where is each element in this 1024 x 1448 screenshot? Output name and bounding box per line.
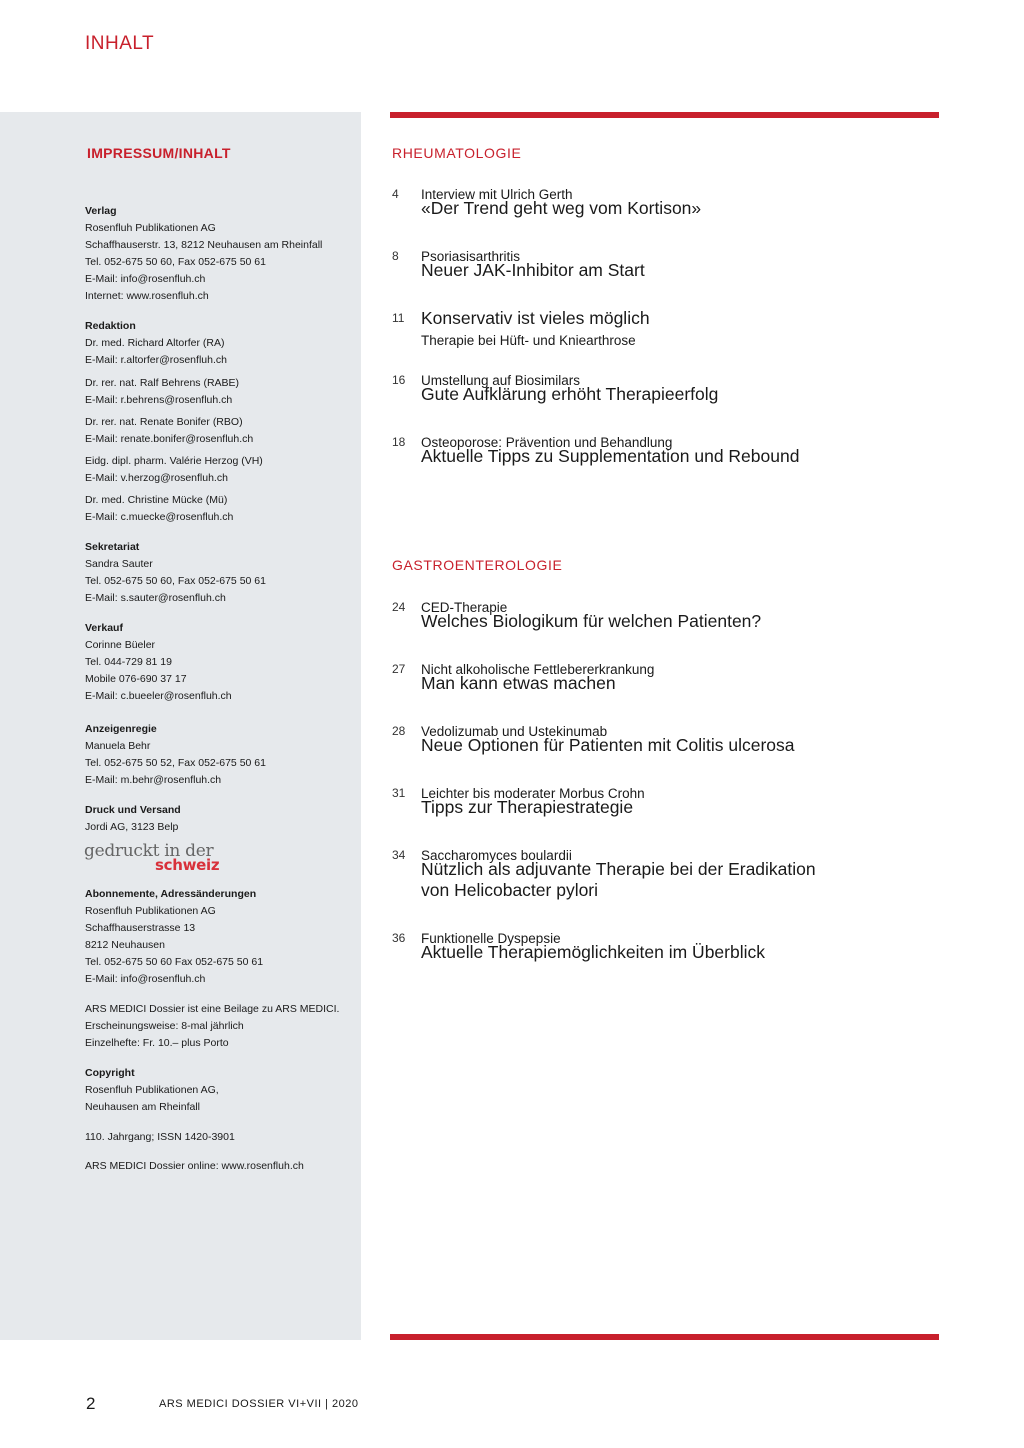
toc-page-number: 8: [392, 249, 399, 263]
toc-subtitle: Leichter bis moderater Morbus Crohn: [421, 786, 645, 801]
redaktion-person: [85, 375, 355, 409]
editor-name: Dr. med. Christine Mücke (Mü): [85, 494, 228, 506]
beilage-line: Einzelhefte: Fr. 10.– plus Porto: [85, 1037, 229, 1049]
sekretariat-line: Sandra Sauter: [85, 558, 153, 570]
editor-name: Dr. rer. nat. Ralf Behrens (RABE): [85, 377, 240, 389]
toc-subtitle: Saccharomyces boulardii: [421, 848, 572, 863]
anzeigenregie-block: [85, 721, 355, 789]
toc-page-number: 16: [392, 373, 406, 387]
toc-title: Neuer JAK-Inhibitor am Start: [421, 260, 645, 280]
verkauf-label: Verkauf: [85, 622, 123, 634]
logo-line-2: schweiz: [155, 856, 220, 874]
editor-name: Dr. med. Richard Altorfer (RA): [85, 337, 225, 349]
redaktion-person: [85, 414, 355, 448]
toc-page-number: 27: [392, 662, 406, 676]
toc-subtitle: Nicht alkoholische Fettlebererkrankung: [421, 662, 655, 677]
anzeigenregie-label: Anzeigenregie: [85, 723, 157, 735]
toc-title: Aktuelle Therapiemöglichkeiten im Überblick: [421, 942, 766, 962]
toc-title: Welches Biologikum für welchen Patienten?: [421, 611, 762, 631]
toc-subtitle: Funktionelle Dyspepsie: [421, 931, 561, 946]
redaktion-person: [85, 453, 355, 487]
abonnemente-line: 8212 Neuhausen: [85, 939, 165, 951]
anzeigenregie-line: Manuela Behr: [85, 740, 151, 752]
toc-subtitle: Psoriasisarthritis: [421, 249, 521, 264]
beilage-line: ARS MEDICI Dossier ist eine Beilage zu ARS MEDICI.: [85, 1003, 340, 1015]
abonnemente-line: Tel. 052-675 50 60 Fax 052-675 50 61: [85, 956, 264, 968]
verkauf-block: [85, 620, 355, 705]
toc-page-number: 36: [392, 931, 406, 945]
copyright-line: Rosenfluh Publikationen AG,: [85, 1084, 219, 1096]
verkauf-line: Corinne Büeler: [85, 639, 156, 651]
editor-name: Dr. rer. nat. Renate Bonifer (RBO): [85, 416, 243, 428]
abonnemente-label: Abonnemente, Adressänderungen: [85, 888, 257, 900]
editor-email: E-Mail: r.altorfer@rosenfluh.ch: [85, 354, 227, 366]
toc-title: Tipps zur Therapiestrategie: [421, 797, 634, 817]
online-line: ARS MEDICI Dossier online: www.rosenfluh.ch: [85, 1160, 304, 1172]
verkauf-line: Tel. 044-729 81 19: [85, 656, 172, 668]
abonnemente-line: Rosenfluh Publikationen AG: [85, 905, 216, 917]
sekretariat-line: E-Mail: s.sauter@rosenfluh.ch: [85, 592, 226, 604]
copyright-label: Copyright: [85, 1067, 135, 1079]
toc-subtitle: Interview mit Ulrich Gerth: [421, 187, 573, 202]
verkauf-line: E-Mail: c.bueeler@rosenfluh.ch: [85, 690, 232, 702]
gedruckt-in-der-schweiz-logo: [84, 841, 224, 875]
logo-line-1: gedruckt in der: [84, 841, 214, 861]
toc-title: Neue Optionen für Patienten mit Colitis ulcerosa: [421, 735, 795, 755]
beilage-block: [85, 1001, 355, 1052]
druck-label: Druck und Versand: [85, 804, 181, 816]
sekretariat-block: [85, 539, 355, 607]
toc-page-number: 11: [392, 311, 405, 325]
bottom-red-rule: [390, 1334, 939, 1340]
toc-subtitle: CED-Therapie: [421, 600, 508, 615]
footer-page-number: 2: [86, 1394, 96, 1413]
editor-email: E-Mail: v.herzog@rosenfluh.ch: [85, 472, 228, 484]
redaktion-label: Redaktion: [85, 320, 136, 332]
toc-subtitle: Vedolizumab und Ustekinumab: [421, 724, 608, 739]
abonnemente-block: [85, 886, 355, 988]
sidebar-title: IMPRESSUM/INHALT: [87, 145, 231, 161]
toc-title: Man kann etwas machen: [421, 673, 616, 693]
footer-publication: ARS MEDICI DOSSIER VI+VII | 2020: [159, 1398, 359, 1410]
copyright-block: [85, 1065, 355, 1116]
toc-title-line-2: von Helicobacter pylori: [421, 880, 599, 900]
verlag-line: E-Mail: info@rosenfluh.ch: [85, 273, 206, 285]
anzeigenregie-line: Tel. 052-675 50 52, Fax 052-675 50 61: [85, 757, 266, 769]
toc-title: «Der Trend geht weg vom Kortison»: [421, 198, 702, 218]
jahrgang-block: [85, 1129, 355, 1146]
editor-email: E-Mail: c.muecke@rosenfluh.ch: [85, 511, 234, 523]
abonnemente-line: Schaffhauserstrasse 13: [85, 922, 196, 934]
toc-title: Aktuelle Tipps zu Supplementation und Rebound: [421, 446, 800, 466]
beilage-line: Erscheinungsweise: 8-mal jährlich: [85, 1020, 244, 1032]
verlag-line: Internet: www.rosenfluh.ch: [85, 290, 209, 302]
druck-block: [85, 802, 355, 836]
section-title-rheumatologie: RHEUMATOLOGIE: [392, 145, 522, 161]
toc-subtitle: Umstellung auf Biosimilars: [421, 373, 581, 388]
redaktion-block: [85, 318, 355, 369]
editor-email: E-Mail: r.behrens@rosenfluh.ch: [85, 394, 233, 406]
toc-subtitle: Therapie bei Hüft- und Kniearthrose: [421, 333, 636, 348]
verlag-line: Schaffhauserstr. 13, 8212 Neuhausen am Rheinfall: [85, 239, 323, 251]
sekretariat-line: Tel. 052-675 50 60, Fax 052-675 50 61: [85, 575, 266, 587]
verlag-label: Verlag: [85, 205, 117, 217]
toc-page-number: 28: [392, 724, 406, 738]
druck-line: Jordi AG, 3123 Belp: [85, 821, 179, 833]
page-header-title: INHALT: [85, 33, 155, 54]
jahrgang-line: 110. Jahrgang; ISSN 1420-3901: [85, 1131, 235, 1143]
sekretariat-label: Sekretariat: [85, 541, 140, 553]
verlag-line: Rosenfluh Publikationen AG: [85, 222, 216, 234]
toc-title: Nützlich als adjuvante Therapie bei der Eradikation: [421, 859, 816, 879]
top-red-rule: [390, 112, 939, 118]
online-block: [85, 1158, 355, 1175]
toc-title: Konservativ ist vieles möglich: [421, 308, 650, 328]
editor-email: E-Mail: renate.bonifer@rosenfluh.ch: [85, 433, 254, 445]
toc-page-number: 24: [392, 600, 406, 614]
toc-page-number: 4: [392, 187, 399, 201]
toc-page-number: 18: [392, 435, 406, 449]
verlag-block: [85, 203, 355, 305]
toc-page-number: 31: [392, 786, 406, 800]
section-title-gastroenterologie: GASTROENTEROLOGIE: [392, 557, 563, 573]
editor-name: Eidg. dipl. pharm. Valérie Herzog (VH): [85, 455, 263, 467]
redaktion-person: [85, 492, 355, 526]
abonnemente-line: E-Mail: info@rosenfluh.ch: [85, 973, 206, 985]
toc-title: Gute Aufklärung erhöht Therapieerfolg: [421, 384, 719, 404]
toc-subtitle: Osteoporose: Prävention und Behandlung: [421, 435, 673, 450]
verkauf-line: Mobile 076-690 37 17: [85, 673, 187, 685]
toc-page-number: 34: [392, 848, 406, 862]
copyright-line: Neuhausen am Rheinfall: [85, 1101, 200, 1113]
verlag-line: Tel. 052-675 50 60, Fax 052-675 50 61: [85, 256, 266, 268]
anzeigenregie-line: E-Mail: m.behr@rosenfluh.ch: [85, 774, 222, 786]
